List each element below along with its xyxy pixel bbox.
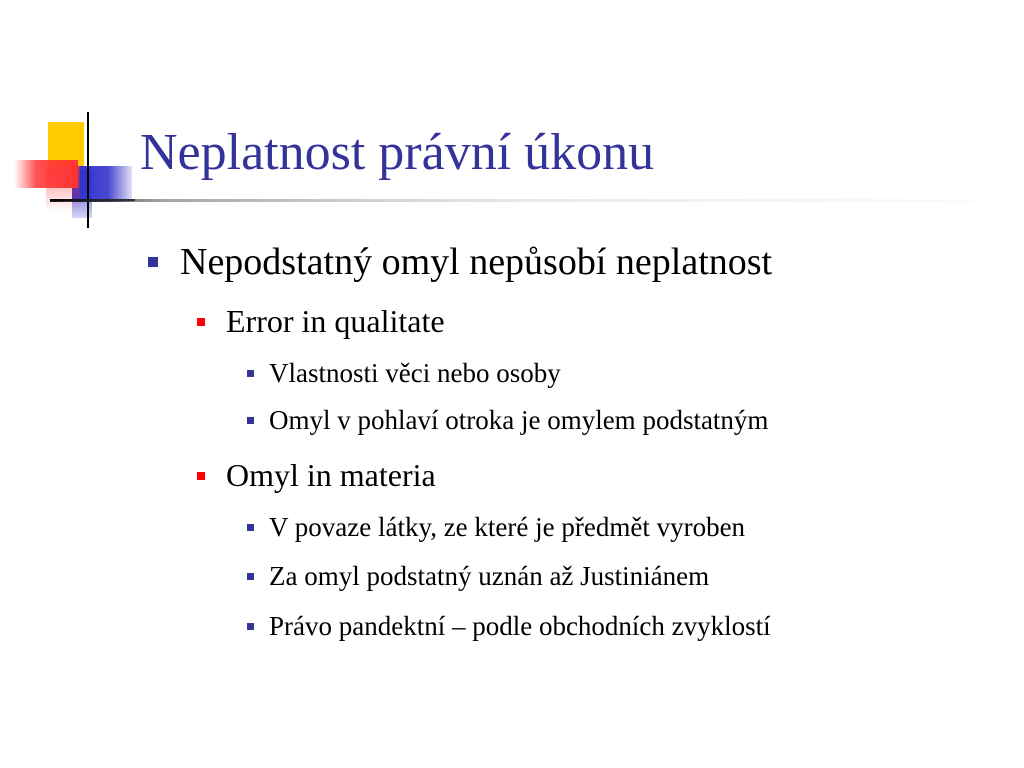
square-bullet-icon [247, 524, 254, 531]
list-item [247, 611, 771, 642]
square-bullet-icon [197, 318, 205, 326]
square-bullet-icon [247, 370, 254, 377]
square-bullet-icon [247, 623, 254, 630]
list-item [148, 240, 772, 284]
list-item [247, 561, 709, 592]
list-item [197, 457, 436, 494]
list-item [247, 405, 768, 436]
square-bullet-icon [197, 472, 205, 480]
square-bullet-icon [247, 573, 254, 580]
square-bullet-icon [148, 257, 158, 267]
list-item [197, 303, 445, 340]
list-item-text: Nepodstatný omyl nepůsobí neplatnost [180, 241, 773, 283]
square-bullet-icon [247, 417, 254, 424]
list-item [247, 358, 561, 389]
list-item [247, 512, 745, 543]
list-item-text: V povaze látky, ze které je předmět vyroben [269, 512, 746, 542]
list-item-text: Omyl in materia [226, 457, 436, 493]
list-item-text: Omyl v pohlaví otroka je omylem podstatným [269, 405, 769, 435]
list-item-text: Vlastnosti věci nebo osoby [269, 358, 561, 388]
list-item-text: Error in qualitate [226, 303, 445, 339]
page-title: Neplatnost právní úkonu [140, 124, 655, 181]
list-item-text: Právo pandektní – podle obchodních zvyklostí [269, 611, 771, 641]
list-item-text: Za omyl podstatný uznán až Justiniánem [269, 561, 710, 591]
